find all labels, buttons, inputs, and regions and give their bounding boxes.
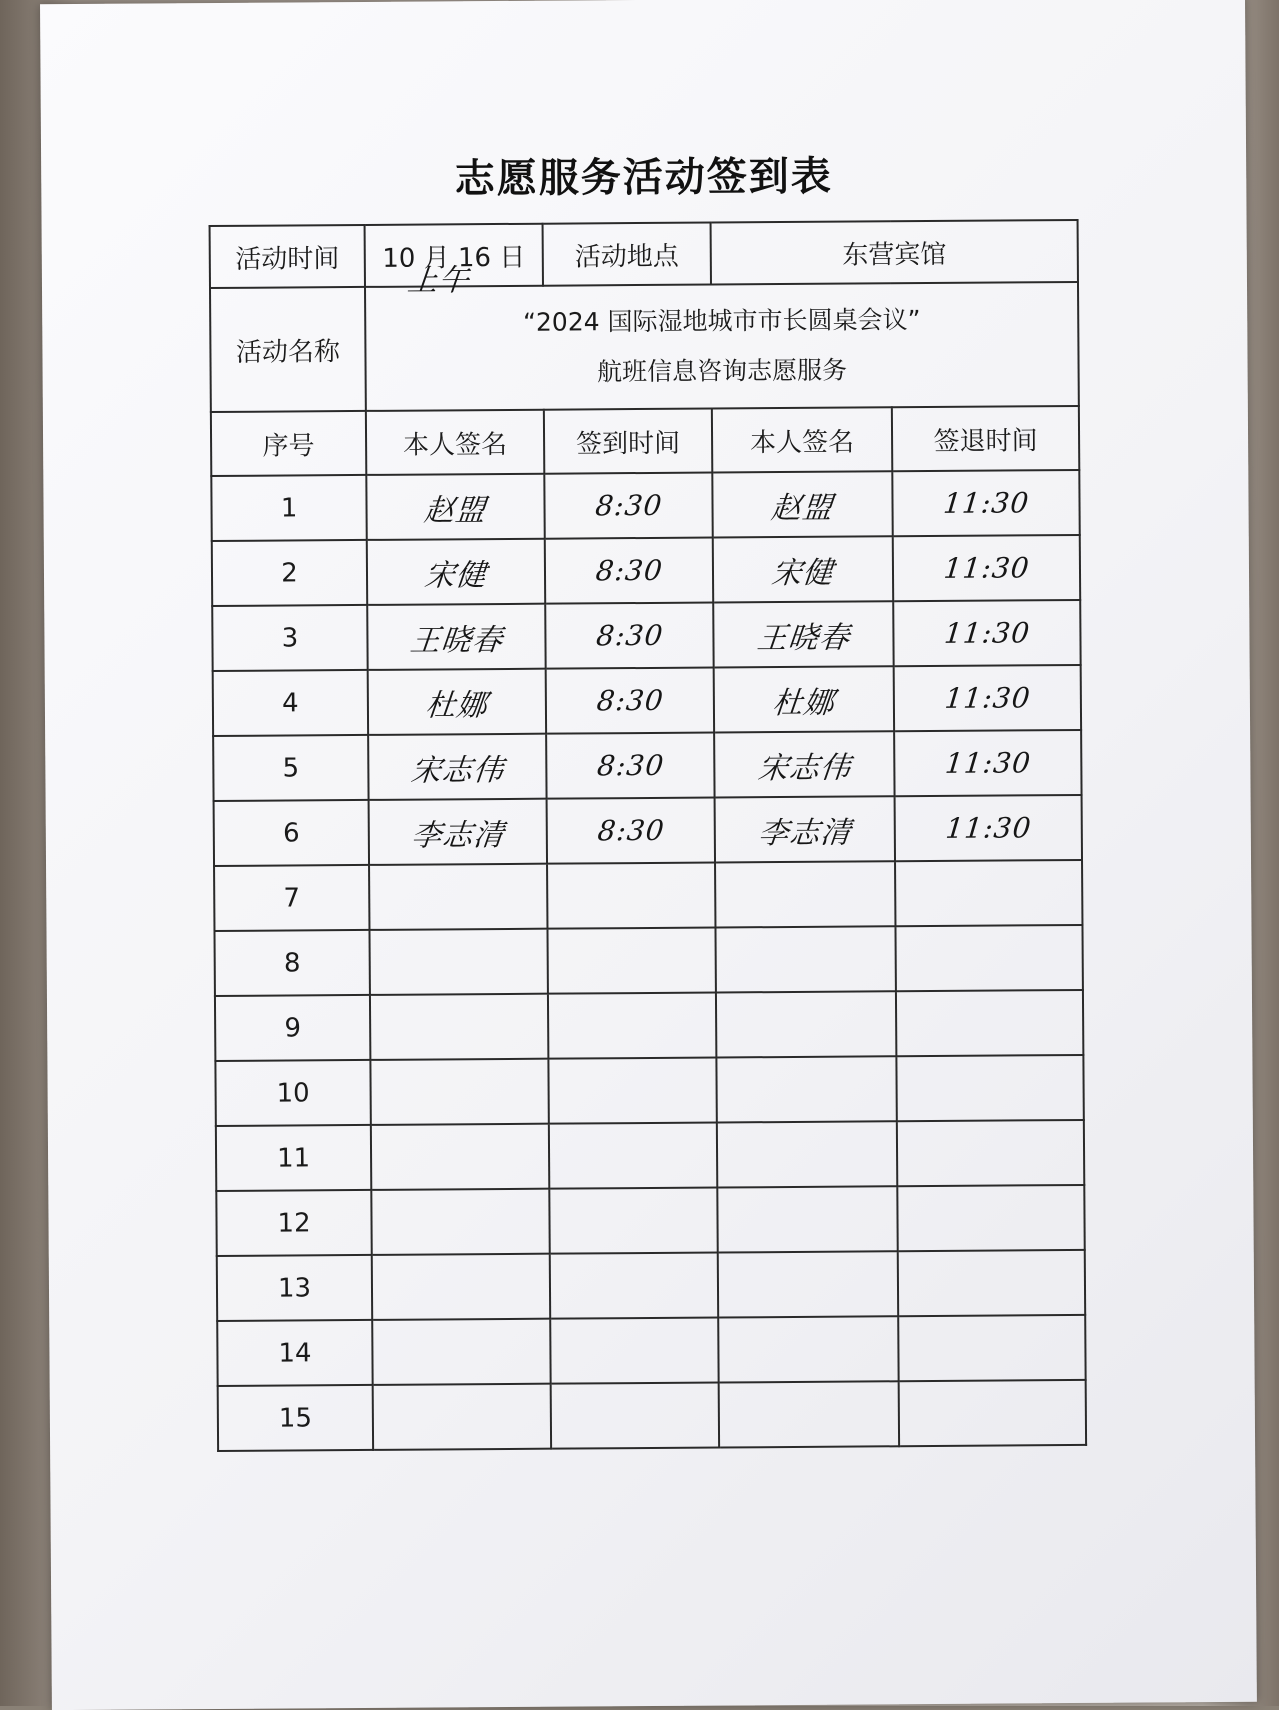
table-row [218, 1380, 1086, 1451]
column-header-row [211, 406, 1079, 476]
table-row [213, 730, 1081, 801]
header-sign-out-time: 签退时间 [892, 406, 1079, 471]
info-row-name [210, 282, 1079, 412]
row-number: 14 [278, 1337, 312, 1369]
sign-in-time-cell [548, 993, 716, 1059]
sign-in-time-cell [549, 1123, 717, 1189]
sign-in-time-cell [551, 1383, 719, 1449]
table-row [212, 535, 1080, 606]
time-value-cell [365, 224, 543, 299]
row-number-cell [211, 475, 366, 541]
attendance-table [209, 219, 1088, 1452]
sign-in-time-cell [548, 1058, 716, 1124]
info-row-time-place [210, 220, 1078, 288]
row-number: 8 [283, 947, 301, 979]
sign-out-signature-cell [716, 1056, 896, 1122]
table-row [214, 860, 1082, 931]
sign-out-time: 11:30 [942, 551, 1031, 585]
sign-out-time-cell [893, 535, 1080, 601]
sign-in-time: 8:30 [595, 813, 666, 848]
table-row [212, 600, 1080, 671]
sign-out-time-cell [897, 1185, 1084, 1251]
row-number: 11 [276, 1142, 311, 1174]
row-number-cell [214, 930, 369, 996]
activity-name-label: 活动名称 [210, 287, 366, 412]
table-row [214, 795, 1082, 866]
sign-in-signature-cell [367, 539, 545, 605]
sign-out-signature: 宋健 [769, 555, 836, 591]
sign-in-signature-cell [372, 1319, 550, 1385]
row-number-cell [216, 1190, 371, 1256]
sign-in-time: 8:30 [593, 553, 665, 588]
sign-in-signature: 杜娜 [423, 687, 490, 724]
sign-in-time-cell [545, 538, 713, 604]
sign-out-time: 11:30 [943, 811, 1033, 845]
sign-out-signature: 宋志伟 [755, 750, 853, 786]
sign-out-time-cell [895, 860, 1082, 926]
sign-in-signature-cell [368, 734, 546, 800]
sign-out-signature: 李志清 [756, 815, 853, 851]
sign-in-time-cell [547, 798, 715, 864]
row-number: 3 [281, 622, 299, 654]
sign-out-time: 11:30 [943, 746, 1033, 780]
table-row [211, 470, 1079, 541]
row-number: 15 [278, 1402, 313, 1434]
sign-in-time-cell [544, 473, 712, 539]
sign-out-time-cell [896, 1055, 1083, 1121]
sign-in-time: 8:30 [594, 618, 665, 653]
sign-in-time: 8:30 [595, 748, 666, 783]
sheet-title: 志愿服务活动签到表 [454, 153, 833, 203]
row-number: 10 [276, 1077, 310, 1109]
sign-out-time-cell [895, 925, 1082, 991]
sign-in-time: 8:30 [593, 488, 664, 523]
place-label: 活动地点 [543, 223, 711, 286]
sign-in-signature: 李志清 [409, 817, 506, 854]
table-row [215, 1055, 1083, 1126]
header-sign-in-name: 本人签名 [366, 410, 544, 475]
sign-in-signature-cell [370, 994, 548, 1060]
sign-out-time-cell [898, 1250, 1085, 1316]
row-number: 5 [282, 752, 300, 784]
row-number-cell [212, 540, 367, 606]
sign-out-signature-cell [714, 666, 894, 732]
sign-out-signature-cell [717, 1121, 897, 1187]
table-row [216, 1185, 1084, 1256]
row-number-cell [213, 670, 368, 736]
sign-in-time: 8:30 [594, 683, 665, 718]
header-sign-in-time: 签到时间 [544, 409, 712, 474]
table-row [217, 1250, 1085, 1321]
row-number-cell [214, 865, 369, 931]
sign-out-time-cell [896, 990, 1083, 1056]
sign-out-signature-cell [717, 1186, 897, 1252]
table-rows [211, 470, 1086, 1451]
sign-in-time-cell [550, 1318, 718, 1384]
sign-out-signature-cell [718, 1251, 898, 1317]
table-row [213, 665, 1081, 736]
sign-out-signature-cell [718, 1316, 898, 1382]
row-number: 13 [277, 1272, 312, 1304]
sign-out-time-cell [893, 600, 1080, 666]
time-value: 10 月 16 日 [382, 242, 526, 274]
sign-in-signature-cell [369, 864, 547, 930]
table-row [216, 1120, 1084, 1191]
sign-out-time-cell [899, 1380, 1086, 1446]
time-note-handwritten: 上午 [405, 263, 472, 299]
header-seq: 序号 [211, 411, 366, 476]
table-row [217, 1315, 1085, 1386]
place-value: 东营宾馆 [711, 220, 1078, 285]
sign-in-signature: 王晓春 [407, 622, 505, 659]
sign-out-signature: 赵盟 [769, 490, 835, 526]
sign-out-time-cell [895, 795, 1082, 861]
sign-in-time-cell [549, 1188, 717, 1254]
sign-out-time-cell [894, 730, 1081, 796]
sign-out-time: 11:30 [942, 616, 1032, 650]
sign-in-signature-cell [370, 1059, 548, 1125]
sign-out-time: 11:30 [942, 681, 1032, 715]
row-number-cell [217, 1255, 372, 1321]
sign-in-sheet [40, 0, 1257, 1710]
sign-in-signature: 赵盟 [422, 492, 488, 529]
sign-out-time: 11:30 [941, 486, 1031, 520]
sign-in-time-cell [547, 863, 715, 929]
sign-out-signature-cell [712, 471, 892, 537]
sign-in-time-cell [547, 928, 715, 994]
sign-out-signature-cell [713, 536, 893, 602]
sign-out-signature-cell [715, 796, 895, 862]
sign-in-time-cell [545, 603, 713, 669]
row-number-cell [216, 1125, 371, 1191]
sign-out-time-cell [892, 470, 1079, 536]
row-number: 6 [282, 817, 300, 849]
sign-in-time-cell [550, 1253, 718, 1319]
row-number: 9 [284, 1012, 302, 1044]
row-number: 7 [283, 882, 301, 914]
sign-in-signature-cell [373, 1384, 551, 1450]
sign-in-time-cell [546, 668, 714, 734]
table-row [215, 990, 1083, 1061]
row-number: 1 [280, 492, 298, 524]
sign-out-time-cell [898, 1315, 1085, 1381]
sign-out-signature-cell [715, 861, 895, 927]
row-number: 4 [282, 687, 299, 719]
sign-in-signature-cell [372, 1254, 550, 1320]
sign-out-signature-cell [713, 601, 893, 667]
sign-out-signature-cell [716, 991, 896, 1057]
sign-in-signature-cell [369, 929, 547, 995]
row-number-cell [217, 1320, 372, 1386]
row-number: 2 [281, 557, 298, 589]
activity-name-cell [365, 282, 1079, 411]
row-number-cell [213, 735, 368, 801]
sign-in-signature: 宋志伟 [408, 752, 506, 789]
row-number-cell [218, 1385, 373, 1451]
sign-out-signature: 王晓春 [754, 620, 852, 656]
time-label: 活动时间 [210, 225, 365, 288]
sign-in-signature-cell [371, 1189, 549, 1255]
row-number: 12 [277, 1207, 311, 1239]
sign-in-signature-cell [366, 474, 544, 540]
sign-out-time-cell [894, 665, 1081, 731]
sign-in-signature-cell [369, 799, 547, 865]
sign-out-time-cell [897, 1120, 1084, 1186]
sign-in-signature: 宋健 [422, 557, 489, 594]
sign-in-signature-cell [371, 1124, 549, 1190]
row-number-cell [212, 605, 367, 671]
sign-in-signature-cell [368, 669, 546, 735]
activity-name-line1: “2024 国际湿地城市市长圆桌会议” [522, 305, 921, 337]
sign-out-signature: 杜娜 [770, 685, 837, 721]
header-sign-out-name: 本人签名 [712, 407, 892, 472]
sign-in-signature-cell [367, 604, 545, 670]
table-row [214, 925, 1082, 996]
sign-in-time-cell [546, 733, 714, 799]
row-number-cell [215, 995, 370, 1061]
sign-out-signature-cell [719, 1381, 899, 1447]
row-number-cell [214, 800, 369, 866]
activity-name-line2: 航班信息咨询志愿服务 [596, 355, 848, 387]
sign-out-signature-cell [715, 926, 895, 992]
sign-out-signature-cell [714, 731, 894, 797]
row-number-cell [215, 1060, 370, 1126]
